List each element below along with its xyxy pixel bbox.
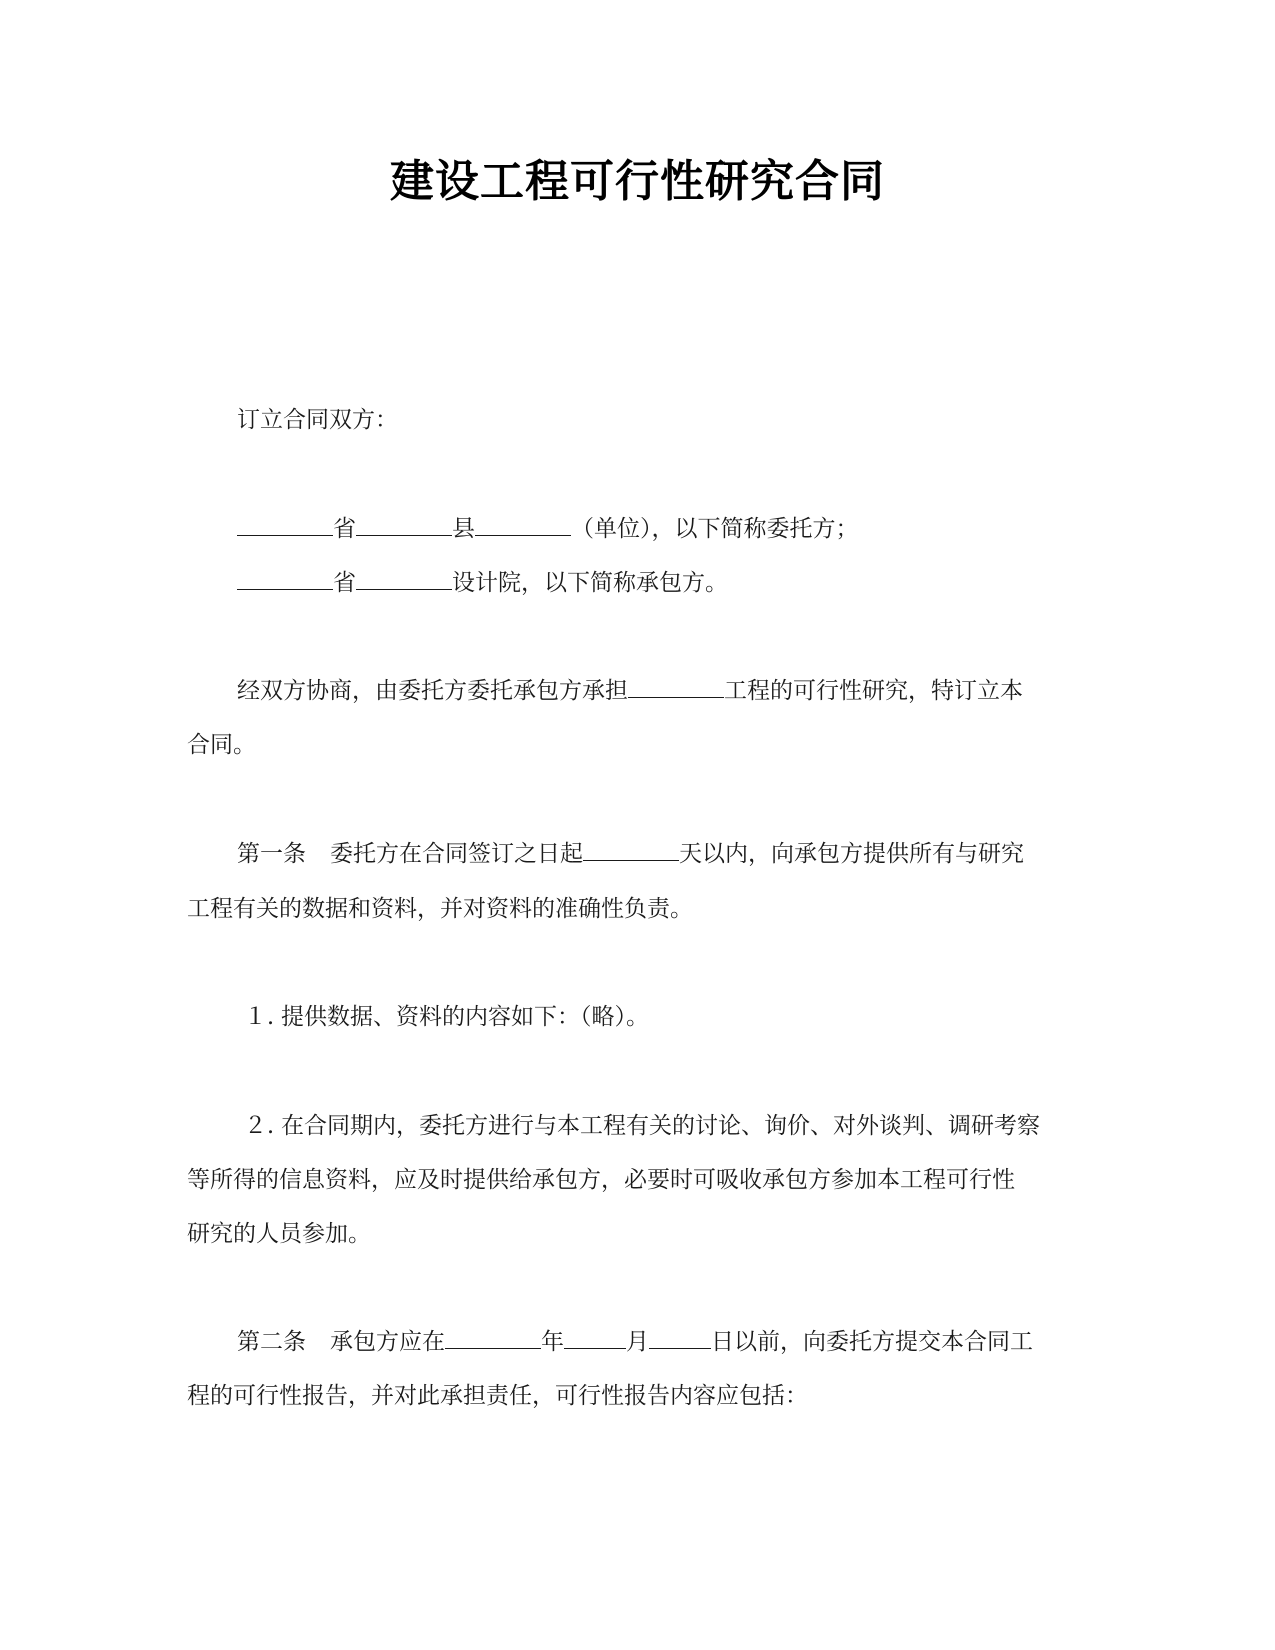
institute-blank[interactable] bbox=[356, 567, 452, 590]
party-b-line bbox=[237, 567, 1087, 599]
item-2-line-3: 研究的人员参加。 bbox=[187, 1221, 371, 1247]
article-1-text-1: 委托方在合同签订之日起 bbox=[330, 841, 583, 867]
item-2-number: ２. bbox=[243, 1113, 275, 1139]
item-1 bbox=[237, 1001, 1087, 1033]
unit-blank[interactable] bbox=[475, 513, 571, 536]
month-label: 月 bbox=[626, 1329, 649, 1355]
year-label: 年 bbox=[541, 1329, 564, 1355]
article-1-line-1 bbox=[237, 838, 1087, 870]
item-1-number: １. bbox=[243, 1004, 275, 1030]
article-2-line-1 bbox=[237, 1326, 1087, 1358]
article-2-line-2: 程的可行性报告，并对此承担责任，可行性报告内容应包括： bbox=[187, 1383, 808, 1409]
province-blank[interactable] bbox=[237, 567, 333, 590]
article-2-text-1: 承包方应在 bbox=[330, 1329, 445, 1355]
party-a-text-1: 省 bbox=[333, 516, 356, 542]
article-2-text-2: 日以前，向委托方提交本合同工 bbox=[711, 1329, 1033, 1355]
item-2-line-2: 等所得的信息资料，应及时提供给承包方，必要时可吸收承包方参加本工程可行性 bbox=[187, 1167, 1015, 1193]
intro-text-2: 工程的可行性研究，特订立本 bbox=[724, 678, 1023, 704]
item-2-line-1 bbox=[237, 1110, 1087, 1142]
party-a-line bbox=[237, 513, 1087, 545]
party-a-text-2: 县 bbox=[452, 516, 475, 542]
article-1-text-2: 天以内，向承包方提供所有与研究 bbox=[679, 841, 1024, 867]
article-1-label: 第一条 bbox=[237, 841, 306, 867]
party-b-text-1: 省 bbox=[333, 570, 356, 596]
party-a-text-3: （单位），以下简称委托方； bbox=[571, 516, 859, 542]
year-blank[interactable] bbox=[445, 1326, 541, 1349]
days-blank[interactable] bbox=[583, 838, 679, 861]
day-blank[interactable] bbox=[649, 1326, 711, 1349]
province-blank[interactable] bbox=[237, 513, 333, 536]
county-blank[interactable] bbox=[356, 513, 452, 536]
item-1-text: 提供数据、资料的内容如下：（略）。 bbox=[281, 1004, 649, 1030]
document-title: 建设工程可行性研究合同 bbox=[390, 156, 885, 207]
article-1-line-2: 工程有关的数据和资料，并对资料的准确性负责。 bbox=[187, 896, 693, 922]
month-blank[interactable] bbox=[564, 1326, 626, 1349]
article-2-label: 第二条 bbox=[237, 1329, 306, 1355]
parties-heading: 订立合同双方： bbox=[237, 407, 398, 433]
intro-line-2: 合同。 bbox=[187, 732, 256, 758]
project-name-blank[interactable] bbox=[628, 675, 724, 698]
item-2-text-1: 在合同期内，委托方进行与本工程有关的讨论、询价、对外谈判、调研考察 bbox=[281, 1113, 1040, 1139]
intro-line-1 bbox=[237, 675, 1087, 707]
party-b-text-2: 设计院，以下简称承包方。 bbox=[452, 570, 728, 596]
intro-text-1: 经双方协商，由委托方委托承包方承担 bbox=[237, 678, 628, 704]
